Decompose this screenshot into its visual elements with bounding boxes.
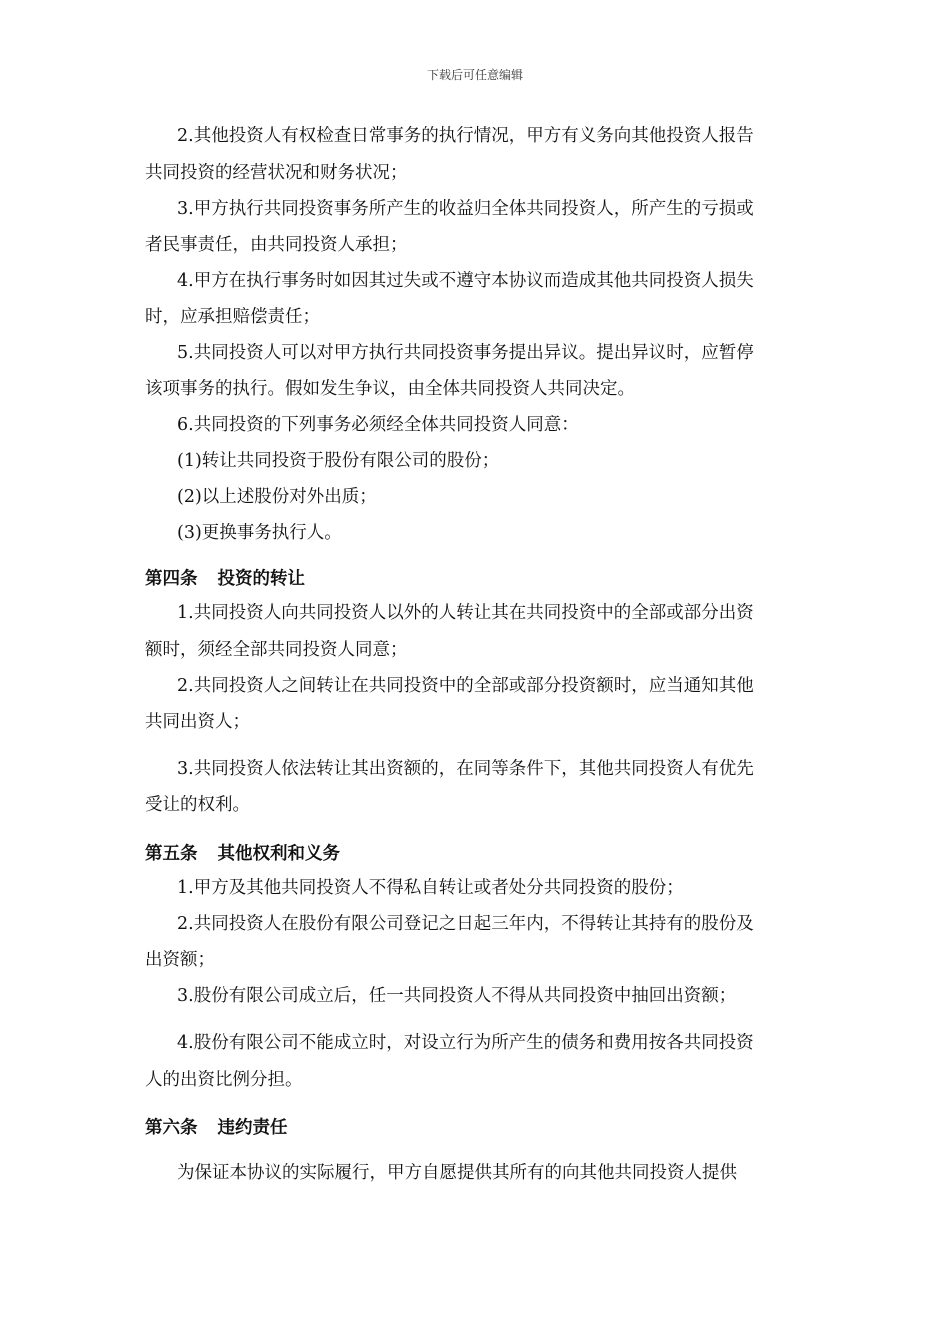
paragraph-line: 3.甲方执行共同投资事务所产生的收益归全体共同投资人，所产生的亏损或 [177, 199, 754, 219]
section-heading [145, 842, 815, 866]
paragraph-line: 6.共同投资的下列事务必须经全体共同投资人同意： [177, 415, 579, 435]
paragraph-line: 3.股份有限公司成立后，任一共同投资人不得从共同投资中抽回出资额； [177, 986, 737, 1006]
list-item: (2)以上述股份对外出质； [177, 487, 377, 507]
paragraph-line: 人的出资比例分担。 [145, 1070, 303, 1090]
section-heading [145, 567, 815, 591]
paragraph-line: 者民事责任，由共同投资人承担； [145, 235, 408, 255]
paragraph-line: 3.共同投资人依法转让其出资额的，在同等条件下，其他共同投资人有优先 [177, 759, 754, 779]
paragraph-line: 该项事务的执行。假如发生争议，由全体共同投资人共同决定。 [145, 379, 635, 399]
section-title: 违约责任 [217, 1118, 288, 1138]
paragraph-line: 2.其他投资人有权检查日常事务的执行情况，甲方有义务向其他投资人报告 [177, 126, 754, 146]
section-heading [145, 1116, 815, 1140]
paragraph-line: 额时，须经全部共同投资人同意； [145, 640, 408, 660]
list-item: (1)转让共同投资于股份有限公司的股份； [177, 451, 500, 471]
paragraph-line: 2.共同投资人之间转让在共同投资中的全部或部分投资额时，应当通知其他 [177, 676, 754, 696]
paragraph-line: 4.甲方在执行事务时如因其过失或不遵守本协议而造成其他共同投资人损失 [177, 271, 754, 291]
paragraph-line: 为保证本协议的实际履行，甲方自愿提供其所有的向其他共同投资人提供 [177, 1163, 737, 1183]
paragraph-line: 1.共同投资人向共同投资人以外的人转让其在共同投资中的全部或部分出资 [177, 603, 754, 623]
paragraph-line: 时，应承担赔偿责任； [145, 307, 320, 327]
paragraph-line: 共同出资人； [145, 712, 250, 732]
page-header: 下载后可任意编辑 [426, 68, 523, 82]
paragraph-line: 出资额； [145, 950, 215, 970]
paragraph-line: 2.共同投资人在股份有限公司登记之日起三年内，不得转让其持有的股份及 [177, 914, 754, 934]
paragraph-line: 5.共同投资人可以对甲方执行共同投资事务提出异议。提出异议时，应暂停 [177, 343, 754, 363]
list-item: (3)更换事务执行人。 [177, 523, 342, 543]
paragraph-line: 1.甲方及其他共同投资人不得私自转让或者处分共同投资的股份； [177, 878, 684, 898]
paragraph-line: 4.股份有限公司不能成立时，对设立行为所产生的债务和费用按各共同投资 [177, 1033, 754, 1053]
section-title: 其他权利和义务 [217, 844, 340, 864]
section-title: 投资的转让 [217, 569, 305, 589]
paragraph-line: 受让的权利。 [145, 795, 250, 815]
section-number: 第四条 [145, 569, 198, 589]
paragraph-line: 共同投资的经营状况和财务状况； [145, 163, 408, 183]
section-number: 第六条 [145, 1118, 198, 1138]
section-number: 第五条 [145, 844, 198, 864]
